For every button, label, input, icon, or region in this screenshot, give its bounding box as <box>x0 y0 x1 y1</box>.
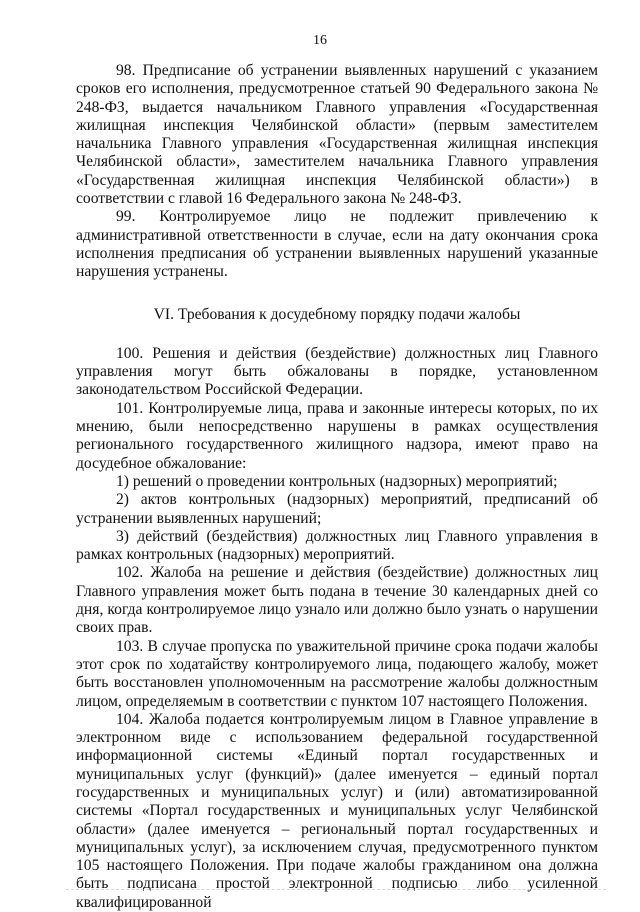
paragraph-104: 104. Жалоба подается контролируемым лицом в Главное управление в электронном виде с использованием федеральной государственной информационной системы «Единый портал государственных и муниципальных услуг (функций)» (далее именуется – единый портал государственных и муниципальных услуг) и (или) автоматизированной системы «Портал государственных и муниципальных услуг Челябинской области» (далее именуется – региональный портал государственных и муниципальных услуг), за исключением случая, предусмотренного пунктом 105 настоящего Положения. При подаче жалобы гражданином она должна быть подписана простой электронной подписью либо усиленной квалифицированной <box>76 710 598 911</box>
document-body <box>76 62 598 912</box>
scan-artifact-line <box>66 889 606 890</box>
list-item-1: 1) решений о проведении контрольных (надзорных) мероприятий; <box>116 472 558 490</box>
paragraph-102: 102. Жалоба на решение и действия (бездействие) должностных лиц Главного управления может быть подана в течение 30 календарных дней со дня, когда контролируемое лицо узнало или должно было узнать о нарушении своих прав. <box>76 564 598 637</box>
paragraph-103: 103. В случае пропуска по уважительной причине срока подачи жалобы этот срок по ходатайству контролируемого лица, подающего жалобу, может быть восстановлен уполномоченным на рассмотрение жалобы должностным лицом, определяемым в соответствии с пунктом 107 настоящего Положения. <box>76 637 598 710</box>
paragraph-101: 101. Контролируемые лица, права и законные интересы которых, по их мнению, были непосредственно нарушены в рамках осуществления регионального государственного жилищного надзора, имеют право на досудебное обжалование: <box>76 399 598 472</box>
paragraph-98: 98. Предписание об устранении выявленных нарушений с указанием сроков его исполнения, предусмотренное статьей 90 Федерального закона № 248-ФЗ, выдается начальником Главного управления «Государственная жилищная инспекция Челябинской области» (первым заместителем начальника Главного управления «Государственная жилищная инспекция Челябинской области», заместителем начальника Главного управления «Государственная жилищная инспекция Челябинской области») в соответствии с главой 16 Федерального закона № 248-ФЗ. <box>76 62 598 208</box>
list-item-3: 3) действий (бездействия) должностных лиц Главного управления в рамках контрольных (надзорных) мероприятий. <box>76 527 598 564</box>
paragraph-99: 99. Контролируемое лицо не подлежит привлечению к административной ответственности в случае, если на дату окончания срока исполнения предписания об устранении выявленных нарушений указанные нарушения устранены. <box>76 208 598 281</box>
paragraph-100: 100. Решения и действия (бездействие) должностных лиц Главного управления могут быть обжалованы в порядке, установленном законодательством Российской Федерации. <box>76 344 598 399</box>
list-item-2: 2) актов контрольных (надзорных) мероприятий, предписаний об устранении выявленных нарушений; <box>76 491 598 527</box>
page-number: 16 <box>313 33 327 48</box>
section-heading: VI. Требования к досудебному порядку подачи жалобы <box>153 305 521 323</box>
